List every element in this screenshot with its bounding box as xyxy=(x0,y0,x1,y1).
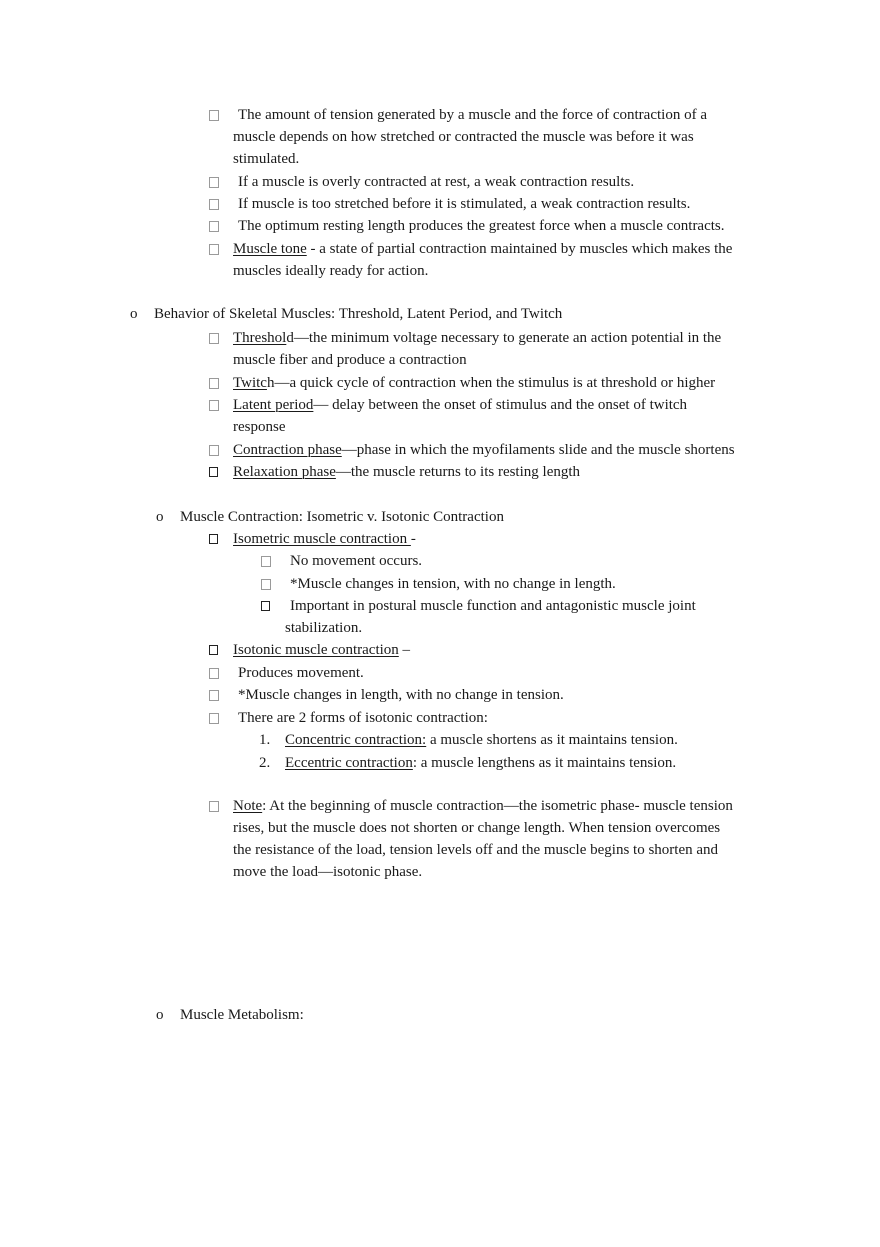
isotonic-item xyxy=(233,639,410,661)
bullet-box xyxy=(209,690,219,701)
bullet-box xyxy=(209,534,218,544)
sub-bullet-text: *Muscle changes in tension, with no change in length. xyxy=(290,576,616,592)
note-text: : At the beginning of muscle contraction—the isometric phase- muscle tension xyxy=(262,798,733,814)
term-contraction-phase: Contraction phase xyxy=(233,442,342,458)
contraction-phase-item xyxy=(233,439,735,461)
bullet-box xyxy=(209,177,219,188)
bullet-text: The amount of tension generated by a muscle and the force of contraction of a xyxy=(238,107,707,123)
note-text-cont: the resistance of the load, tension levels off and the muscle begins to shorten and xyxy=(233,842,719,858)
bullet-text: If muscle is too stretched before it is stimulated, a weak contraction results. xyxy=(238,196,691,212)
term-twitch: Twitc xyxy=(233,375,267,391)
dash: – xyxy=(398,642,411,658)
relaxation-phase-item xyxy=(233,461,580,483)
latent-item xyxy=(233,394,687,416)
dash: - xyxy=(410,531,416,547)
bullet-text: The optimum resting length produces the greatest force when a muscle contracts. xyxy=(238,218,725,234)
term-latent-period: Latent period xyxy=(233,397,314,413)
bullet-text: Produces movement. xyxy=(238,665,364,681)
term-concentric: Concentric contraction: xyxy=(285,732,427,748)
bullet-box xyxy=(209,110,219,121)
bullet-box xyxy=(209,668,219,679)
note-text-cont: rises, but the muscle does not shorten or change length. When tension overcomes xyxy=(233,820,721,836)
isometric-item xyxy=(233,528,416,550)
term-threshold: Threshol xyxy=(233,330,287,346)
term-muscle-tone: Muscle tone xyxy=(233,241,307,257)
bullet-text-cont: muscle fiber and produce a contraction xyxy=(233,352,467,368)
section-marker: o xyxy=(156,509,164,525)
definition: d—the minimum voltage necessary to generate an action potential in the xyxy=(286,330,722,346)
section-heading: Muscle Metabolism: xyxy=(180,1007,304,1023)
muscle-tone-item xyxy=(233,238,732,260)
term-isotonic: Isotonic muscle contraction xyxy=(233,642,399,658)
bullet-text: *Muscle changes in length, with no change in tension. xyxy=(238,687,564,703)
term-note: Note xyxy=(233,798,263,814)
bullet-box xyxy=(209,221,219,232)
bullet-box xyxy=(209,467,218,477)
bullet-box xyxy=(261,579,271,590)
bullet-box xyxy=(261,556,271,567)
sub-bullet-text: Important in postural muscle function and antagonistic muscle joint xyxy=(290,598,696,614)
term-relaxation-phase: Relaxation phase xyxy=(233,464,336,480)
bullet-text-cont: response xyxy=(233,419,286,435)
bullet-text-cont: stimulated. xyxy=(233,151,300,167)
bullet-text: There are 2 forms of isotonic contraction: xyxy=(238,710,488,726)
list-number: 1. xyxy=(259,732,271,748)
bullet-box xyxy=(209,400,219,411)
list-number: 2. xyxy=(259,755,271,771)
bullet-text-cont: muscles ideally ready for action. xyxy=(233,263,429,279)
definition: —phase in which the myofilaments slide and the muscle shortens xyxy=(341,442,735,458)
concentric-item xyxy=(285,729,678,751)
bullet-box xyxy=(209,713,219,724)
definition: - a state of partial contraction maintained by muscles which makes the xyxy=(306,241,733,257)
bullet-box xyxy=(209,378,219,389)
bullet-box xyxy=(209,801,219,812)
bullet-box xyxy=(261,601,270,611)
section-heading: Muscle Contraction: Isometric v. Isotonic Contraction xyxy=(180,509,504,525)
bullet-box xyxy=(209,333,219,344)
sub-bullet-text-cont: stabilization. xyxy=(285,620,363,636)
bullet-box xyxy=(209,445,219,456)
sub-bullet-text: No movement occurs. xyxy=(290,553,423,569)
bullet-box xyxy=(209,645,218,655)
bullet-text-cont: muscle depends on how stretched or contracted the muscle was before it was xyxy=(233,129,694,145)
definition: —the muscle returns to its resting length xyxy=(335,464,581,480)
definition: a muscle shortens as it maintains tension. xyxy=(426,732,678,748)
bullet-box xyxy=(209,244,219,255)
section-marker: o xyxy=(130,306,138,322)
definition: : a muscle lengthens as it maintains tension. xyxy=(412,755,677,771)
threshold-item xyxy=(233,327,721,349)
section-heading: Behavior of Skeletal Muscles: Threshold, Latent Period, and Twitch xyxy=(154,306,563,322)
bullet-box xyxy=(209,199,219,210)
eccentric-item xyxy=(285,752,676,774)
term-eccentric: Eccentric contraction xyxy=(285,755,413,771)
bullet-text: If a muscle is overly contracted at rest, a weak contraction results. xyxy=(238,174,635,190)
note-text-cont: move the load—isotonic phase. xyxy=(233,864,423,880)
definition: h—a quick cycle of contraction when the stimulus is at threshold or higher xyxy=(266,375,716,391)
definition: — delay between the onset of stimulus and the onset of twitch xyxy=(313,397,688,413)
twitch-item xyxy=(233,372,715,394)
term-isometric: Isometric muscle contraction xyxy=(233,531,411,547)
note-item xyxy=(233,795,733,817)
section-marker: o xyxy=(156,1007,164,1023)
